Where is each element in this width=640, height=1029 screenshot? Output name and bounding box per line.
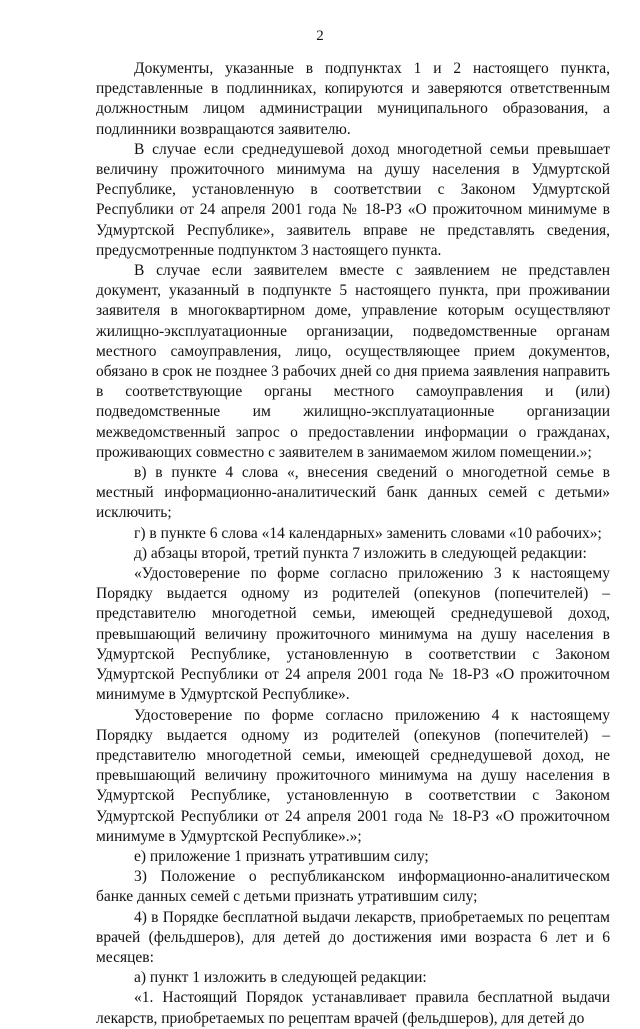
paragraph-income-exceeds-minimum: В случае если среднедушевой доход многодетной семьи превышает величину прожиточного минимума на душу населения в Удмуртской Республике, установленную в соответствии с Законом Удмуртской Республики от 24 апреля 2001 года № 18-РЗ «О прожиточном минимуме в Удмуртской Республике», заявитель вправе не представлять сведения, предусмотренные подпунктом 3 настоящего пункта.: [96, 140, 610, 259]
page-number: 2: [316, 28, 324, 44]
paragraph-point-3: 3) Положение о республиканском информационно-аналитическом банке данных семей с детьми признать утратившим силу;: [96, 868, 610, 906]
paragraph-item-a: а) пункт 1 изложить в следующей редакции:: [134, 969, 427, 987]
paragraph-certificate-appendix-4: Удостоверение по форме согласно приложению 4 к настоящему Порядку выдается одному из родителей (опекунов (попечителей) – представителю многодетной семьи, имеющей среднедушевой доход, не превышающий величину прожиточного минимума на душу населения в Удмуртской Республике, установленную в соответствии с Законом Удмуртской Республики от 24 апреля 2001 года № 18-РЗ «О прожиточном минимуме в Удмуртской Республике».»;: [96, 706, 610, 845]
paragraph-item-v: в) в пункте 4 слова «, внесения сведений о многодетной семье в местный информационно-аналитический банк данных семей с детьми» исключить;: [96, 464, 610, 522]
document-body: [96, 59, 610, 1029]
paragraph-item-g: г) в пункте 6 слова «14 календарных» заменить словами «10 рабочих»;: [134, 524, 602, 542]
paragraph-new-point-1: «1. Настоящий Порядок устанавливает правила бесплатной выдачи лекарств, приобретаемых по рецептам врачей (фельдшеров), для детей до: [96, 989, 610, 1027]
paragraph-interagency-request: В случае если заявителем вместе с заявлением не представлен документ, указанный в подпункте 5 настоящего пункта, при проживании заявителя в многоквартирном доме, управление которым осуществляют жилищно-эксплуатационные организации, подведомственные органам местного самоуправления, лицо, осуществляющее прием документов, обязано в срок не позднее 3 рабочих дней со дня приема заявления направить в соответствующие органы местного самоуправления и (или) подведомственные им жилищно-эксплуатационные организации межведомственный запрос о предоставлении информации о гражданах, проживающих совместно с заявителем в занимаемом жилом помещении.»;: [96, 262, 610, 461]
paragraph-certificate-appendix-3: «Удостоверение по форме согласно приложению 3 к настоящему Порядку выдается одному из родителей (опекунов (попечителей) – представителю многодетной семьи, имеющей среднедушевой доход, превышающий величину прожиточного минимума на душу населения в Удмуртской Республике, установленную в соответствии с Законом Удмуртской Республики от 24 апреля 2001 года № 18-РЗ «О прожиточном минимуме в Удмуртской Республике».: [96, 565, 610, 704]
paragraph-item-d: д) абзацы второй, третий пункта 7 изложить в следующей редакции:: [134, 544, 587, 562]
paragraph-point-4: 4) в Порядке бесплатной выдачи лекарств, приобретаемых по рецептам врачей (фельдшеров), для детей до достижения ими возраста 6 лет и 6 месяцев:: [96, 908, 610, 966]
paragraph-documents-certification: Документы, указанные в подпунктах 1 и 2 настоящего пункта, представленные в подлинниках, копируются и заверяются ответственным должностным лицом администрации муниципального образования, а подлинники возвращаются заявителю.: [96, 60, 610, 138]
paragraph-item-e: е) приложение 1 признать утратившим силу;: [134, 847, 429, 865]
